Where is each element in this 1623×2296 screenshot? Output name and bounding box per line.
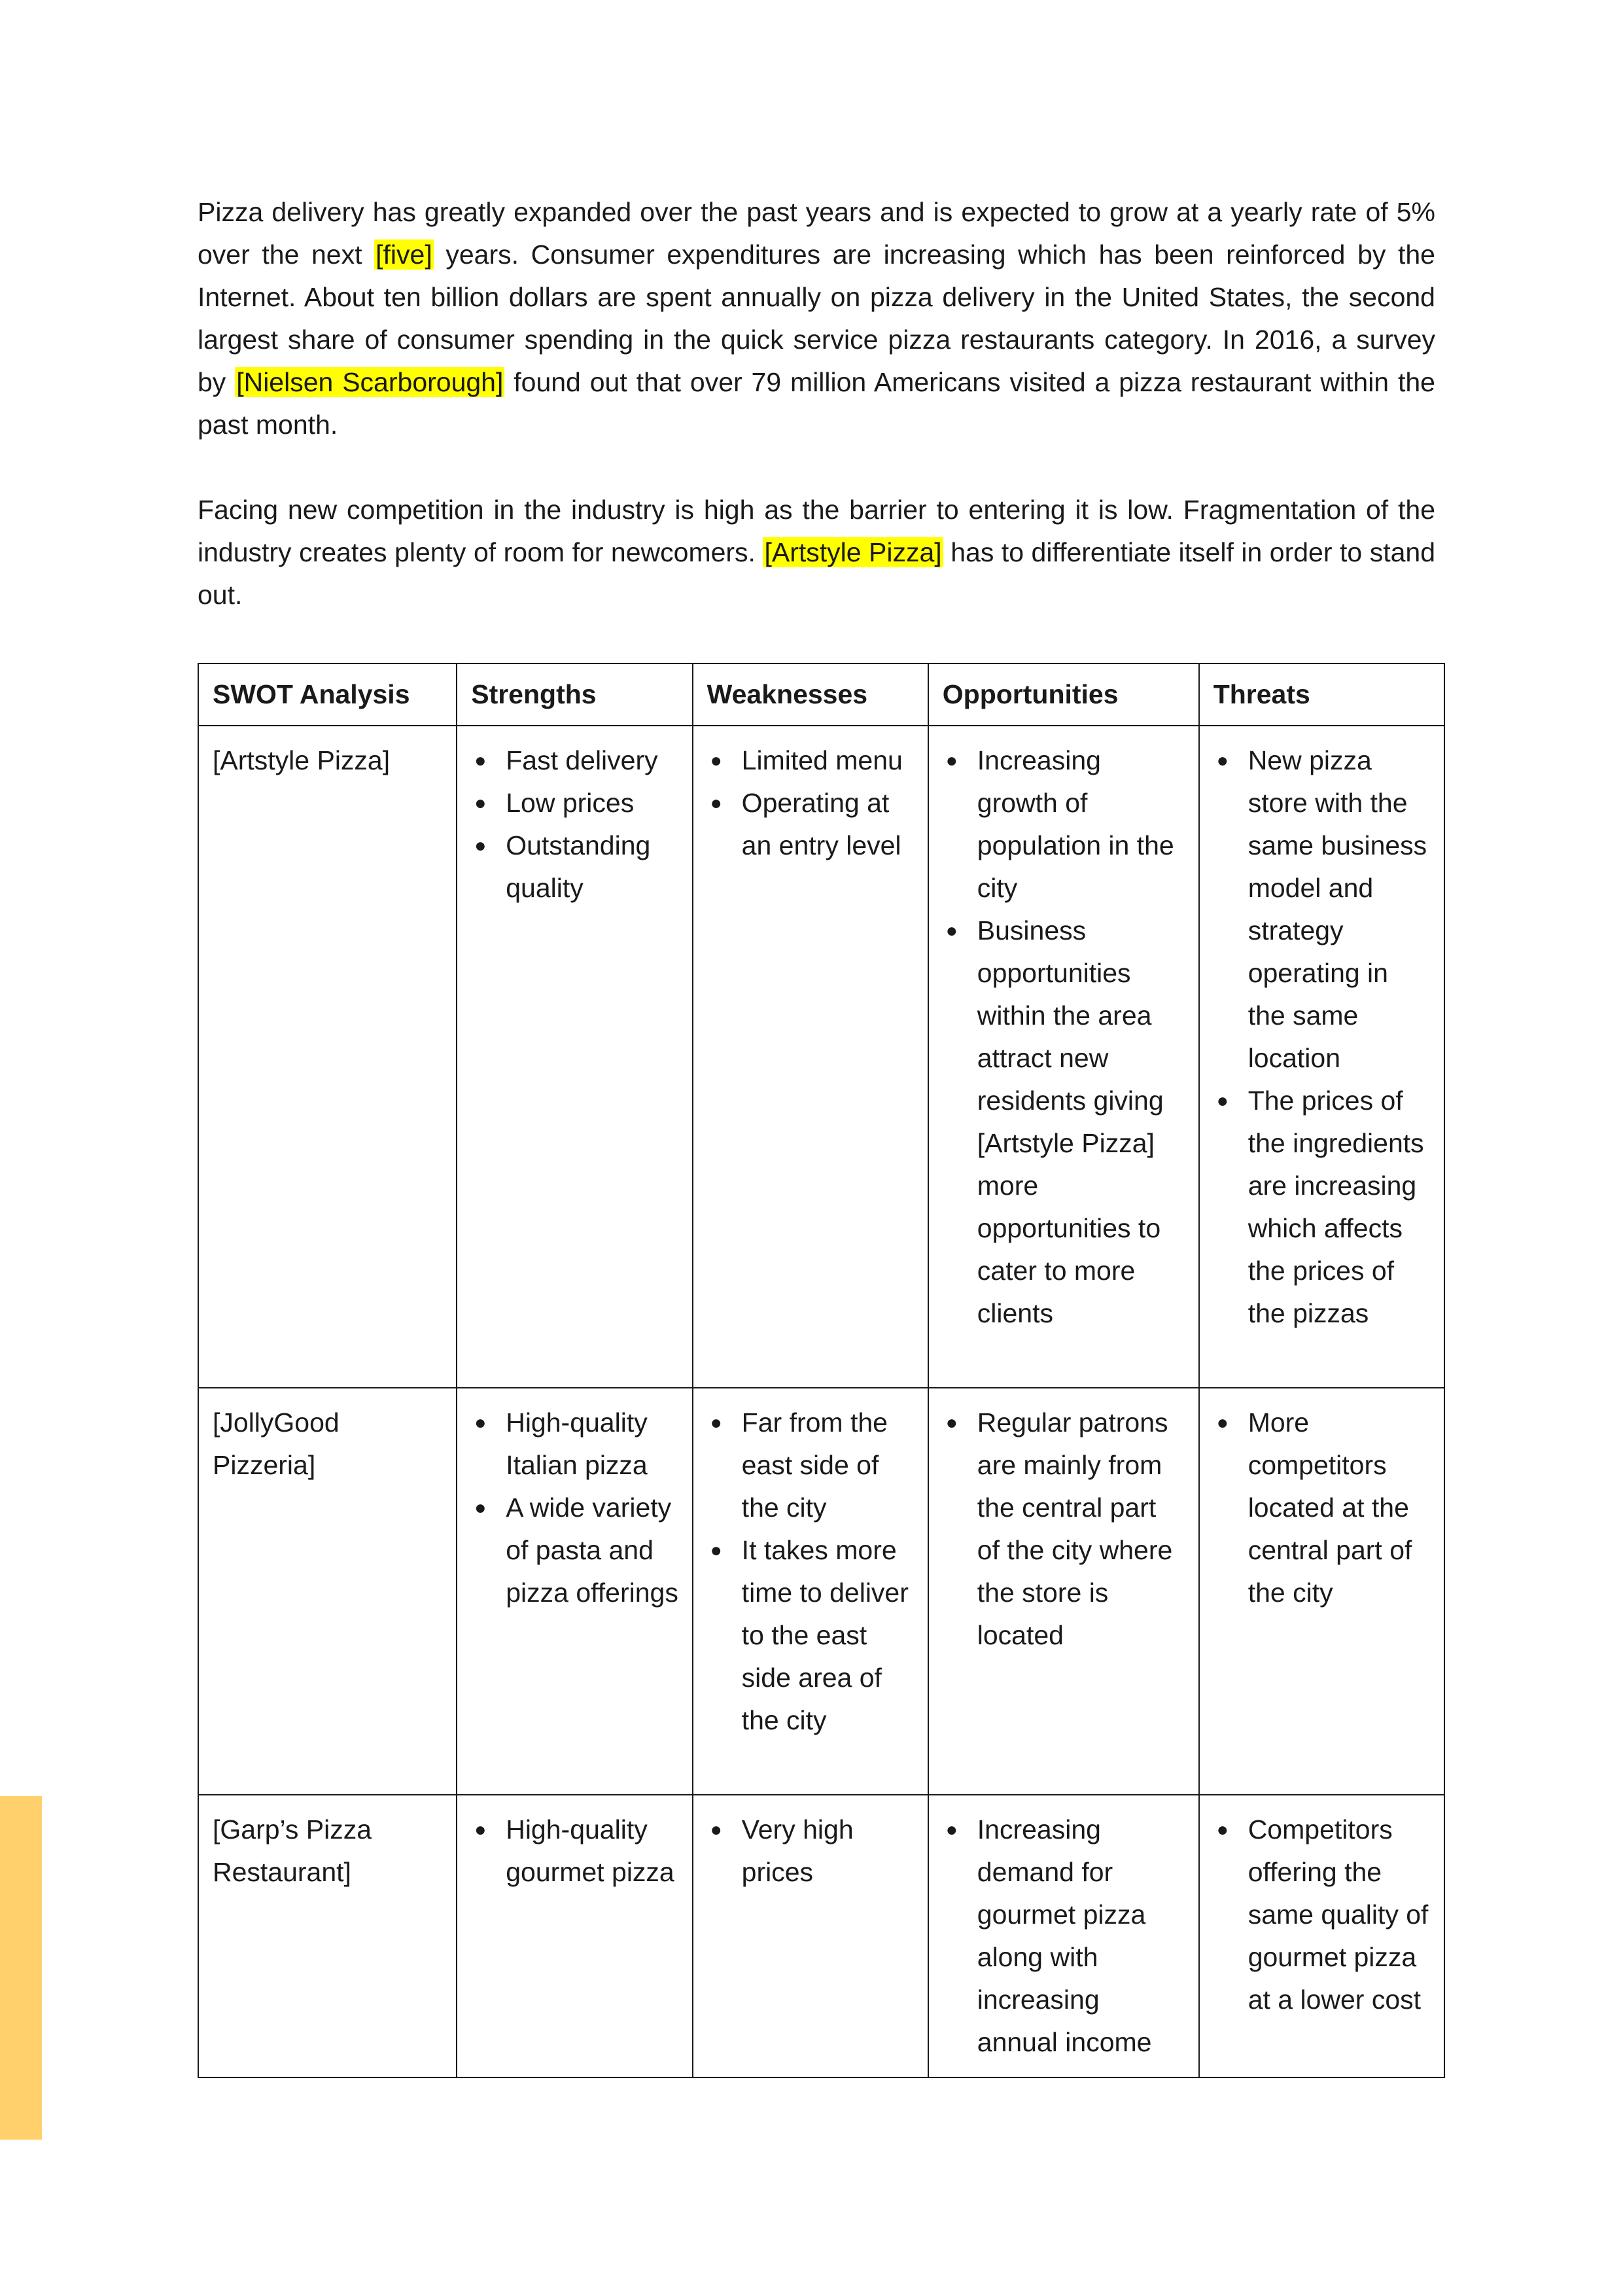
list-item: ● Fast delivery [471,739,678,782]
strengths-cell [457,1795,692,2077]
para1-text-1: Pizza delivery has greatly expanded over the past years and is expected to grow at a yearly rate of 5% over the next [198,197,1435,270]
list-item: ● High-quality gourmet pizza [471,1809,678,1894]
list-item: ● Very high prices [707,1809,915,1894]
threats-cell [1199,726,1444,1388]
header-threats: Threats [1199,663,1444,726]
company-name-cell: [Artstyle Pizza] [198,726,457,1388]
company-name-cell: [JollyGood Pizzeria] [198,1388,457,1795]
highlight-artstyle: [Artstyle Pizza] [764,537,942,567]
weaknesses-cell [693,726,928,1388]
list-item: ● Limited menu [707,739,915,782]
weaknesses-cell [693,1795,928,2077]
table-row [198,1795,1444,2077]
strengths-cell [457,726,692,1388]
list-item: ● The prices of the ingredients are increasing which affects the prices of the pizzas [1213,1080,1431,1335]
list-item: ● Increasing growth of population in the city [943,739,1185,910]
list-item: ● High-quality Italian pizza [471,1402,678,1487]
intro-paragraph [198,191,1435,446]
weaknesses-cell [693,1388,928,1795]
table-row [198,1388,1444,1795]
highlight-five: [five] [375,239,432,270]
list-item: ● More competitors located at the central part of the city [1213,1402,1431,1614]
swot-table [198,663,1445,2078]
header-weaknesses: Weaknesses [693,663,928,726]
header-swot-analysis: SWOT Analysis [198,663,457,726]
strengths-cell [457,1388,692,1795]
list-item: ● Far from the east side of the city [707,1402,915,1529]
list-item: ● Low prices [471,782,678,824]
threats-cell [1199,1388,1444,1795]
swot-header-row [198,663,1444,726]
list-item: ● Operating at an entry level [707,782,915,867]
opportunities-cell [928,1795,1199,2077]
opportunities-cell [928,726,1199,1388]
header-opportunities: Opportunities [928,663,1199,726]
list-item: ● Regular patrons are mainly from the central part of the city where the store is located [943,1402,1185,1657]
table-row [198,726,1444,1388]
list-item: ● A wide variety of pasta and pizza offerings [471,1487,678,1614]
para1-text-2: years. Consumer expenditures are increasing which has been reinforced by the Internet. About ten billion dollars are spent annually on pizza delivery in the United States, the second largest share of consumer spending in the quick service pizza restaurants category. In 2016, a survey by [198,239,1435,397]
competition-paragraph [198,489,1435,616]
company-name-cell: [Garp’s Pizza Restaurant] [198,1795,457,2077]
para2-text-1: Facing new competition in the industry is high as the barrier to entering it is low. Fragmentation of the industry creates plenty of room for newcomers. [198,495,1435,567]
side-accent-bar [0,1796,42,2140]
para1-text-3: found out that over 79 million Americans visited a pizza restaurant within the past month. [198,367,1435,440]
document-body [198,191,1435,616]
para2-text-2: has to differentiate itself in order to stand out. [198,537,1436,610]
list-item: ● Business opportunities within the area attract new residents giving [Artstyle Pizza] more opportunities to cater to more clients [943,910,1185,1335]
list-item: ● Increasing demand for gourmet pizza along with increasing annual income [943,1809,1185,2064]
list-item: ● Outstanding quality [471,824,678,910]
threats-cell [1199,1795,1444,2077]
list-item: ● It takes more time to deliver to the east side area of the city [707,1529,915,1742]
highlight-nielsen: [Nielsen Scarborough] [236,367,504,397]
list-item: ● New pizza store with the same business model and strategy operating in the same location [1213,739,1431,1080]
list-item: ● Competitors offering the same quality of gourmet pizza at a lower cost [1213,1809,1431,2021]
opportunities-cell [928,1388,1199,1795]
header-strengths: Strengths [457,663,692,726]
